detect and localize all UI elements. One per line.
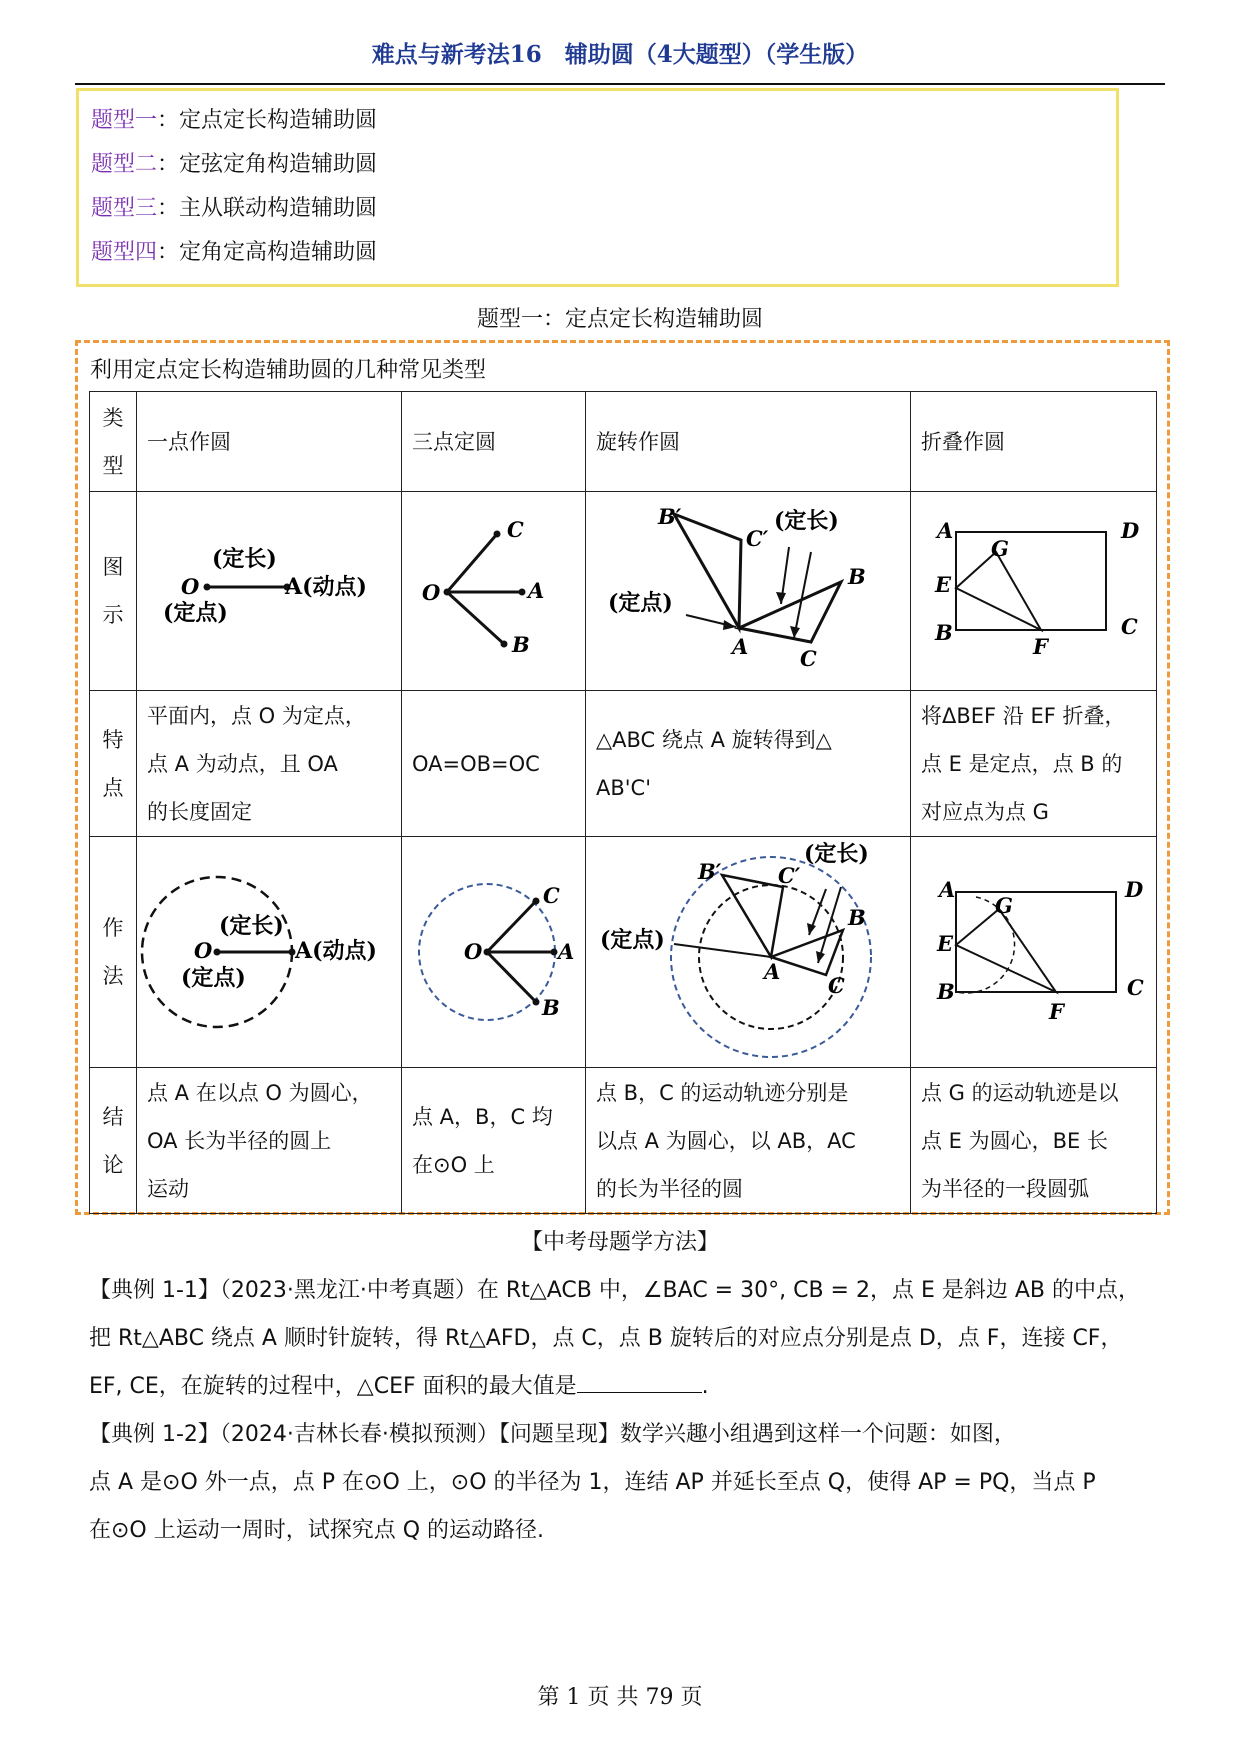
method-figure-rotation: [586, 837, 911, 1068]
svg-text:A: A: [939, 877, 956, 902]
svg-text:C: C: [1121, 614, 1138, 639]
row-head-conclusion: 结论: [90, 1068, 137, 1214]
toc-key: 题型二: [91, 152, 158, 177]
svg-text:(定长): (定长): [219, 913, 284, 939]
row-head-method: 作法: [90, 837, 137, 1068]
svg-text:C′: C′: [746, 526, 769, 551]
table-row: [90, 1068, 1157, 1214]
page-title: 难点与新考法16 辅助圆（4大题型）（学生版）: [371, 41, 869, 68]
toc-text: 定弦定角构造辅助圆: [179, 152, 378, 177]
example-line: 在⊙O 上运动一周时，试探究点 Q 的运动路径.: [89, 1518, 545, 1543]
example-line: 【典例 1-1】（2023·黑龙江·中考真题）在 Rt△ACB 中，∠BAC = 30°, CB = 2，点 E 是斜边 AB 的中点，: [89, 1278, 1140, 1303]
svg-text:B: B: [848, 905, 866, 930]
method-figure-three-points: [402, 837, 586, 1068]
row-head-feature: 特点: [90, 691, 137, 837]
label-fixed-length: (定长): [212, 546, 277, 572]
method-title: 【中考母题学方法】: [520, 1230, 719, 1255]
svg-text:(定长): (定长): [774, 508, 839, 534]
svg-text:(定点): (定点): [181, 965, 246, 991]
svg-text:C: C: [543, 883, 560, 908]
toc-item-4: [91, 235, 377, 266]
figure-rotation: [586, 492, 911, 691]
svg-text:(定长): (定长): [804, 841, 869, 867]
svg-text:A: A: [528, 578, 545, 603]
toc-sep: ：: [157, 196, 180, 221]
table-row: [90, 837, 1157, 1068]
svg-text:C: C: [828, 973, 845, 998]
feature-cell: 平面内，点 O 为定点， 点 A 为动点，且 OA 的长度固定: [137, 691, 402, 837]
example-1-2: [89, 1411, 1169, 1555]
svg-text:B: B: [512, 632, 530, 657]
svg-text:G: G: [991, 536, 1009, 561]
svg-text:D: D: [1125, 877, 1144, 902]
svg-text:E: E: [937, 931, 954, 956]
svg-text:O: O: [464, 939, 483, 964]
figure-three-points: [402, 492, 586, 691]
toc-text: 定点定长构造辅助圆: [179, 108, 378, 133]
svg-text:B′: B′: [658, 504, 682, 529]
svg-text:F: F: [1033, 634, 1048, 659]
svg-text:A: A: [558, 939, 575, 964]
toc-text: 主从联动构造辅助圆: [179, 196, 378, 221]
row-head-figure: 图示: [90, 492, 137, 691]
toc-item-2: [91, 147, 377, 178]
question-type-list: [76, 88, 1119, 287]
header-rule: [75, 83, 1165, 85]
construction-types-table: [89, 391, 1157, 1214]
table-row: [90, 691, 1157, 837]
type-cell: 旋转作圆: [586, 392, 911, 492]
svg-text:C: C: [507, 517, 524, 542]
toc-sep: ：: [157, 152, 180, 177]
svg-text:G: G: [995, 893, 1013, 918]
toc-text: 定角定高构造辅助圆: [179, 240, 378, 265]
svg-text:C′: C′: [778, 863, 801, 888]
figure-one-point: [137, 492, 402, 691]
svg-text:A(动点): A(动点): [295, 938, 377, 964]
toc-sep: ：: [157, 240, 180, 265]
label-fixed-point: (定点): [163, 600, 228, 626]
svg-text:B: B: [542, 995, 560, 1020]
section-title: 题型一：定点定长构造辅助圆: [476, 307, 763, 332]
feature-cell: OA=OB=OC: [402, 691, 586, 837]
svg-text:A: A: [732, 634, 749, 659]
table-row: [90, 492, 1157, 691]
type-cell: 三点定圆: [402, 392, 586, 492]
method-figure-folding: [911, 837, 1157, 1068]
figure-folding: [911, 492, 1157, 691]
toc-key: 题型一: [91, 108, 158, 133]
table-row: [90, 392, 1157, 492]
svg-text:O: O: [194, 938, 213, 963]
feature-cell: 将ΔBEF 沿 EF 折叠， 点 E 是定点，点 B 的 对应点为点 G: [911, 691, 1157, 837]
toc-item-3: [91, 191, 377, 222]
example-line: 点 A 是⊙O 外一点，点 P 在⊙O 上，⊙O 的半径为 1，连结 AP 并延长至点 Q，使得 AP = PQ，当点 P: [89, 1470, 1096, 1495]
answer-blank[interactable]: [577, 1370, 702, 1393]
example-line: EF, CE，在旋转的过程中，△CEF 面积的最大值是 .: [89, 1363, 1169, 1411]
svg-text:(定点): (定点): [600, 927, 665, 953]
type-cell: 折叠作圆: [911, 392, 1157, 492]
conclusion-cell: 点 B，C 的运动轨迹分别是 以点 A 为圆心，以 AB，AC 的长为半径的圆: [586, 1068, 911, 1214]
table-caption: 利用定点定长构造辅助圆的几种常见类型: [90, 358, 487, 383]
svg-text:(定点): (定点): [608, 590, 673, 616]
example-line: 把 Rt△ABC 绕点 A 顺时针旋转，得 Rt△AFD，点 C，点 B 旋转后的对应点分别是点 D，点 F，连接 CF，: [89, 1326, 1123, 1351]
svg-text:B′: B′: [698, 859, 722, 884]
feature-cell: △ABC 绕点 A 旋转得到△ AB'C': [586, 691, 911, 837]
svg-text:B: B: [937, 979, 955, 1004]
svg-text:F: F: [1049, 999, 1064, 1024]
toc-key: 题型三: [91, 196, 158, 221]
example-1-1: [89, 1267, 1169, 1411]
toc-sep: ：: [157, 108, 180, 133]
conclusion-cell: 点 A 在以点 O 为圆心， OA 长为半径的圆上 运动: [137, 1068, 402, 1214]
svg-text:E: E: [935, 572, 952, 597]
svg-text:C: C: [800, 646, 817, 671]
svg-text:B: B: [848, 564, 866, 589]
svg-text:A: A: [764, 959, 781, 984]
label-moving-point: A(动点): [285, 574, 367, 600]
svg-text:O: O: [422, 580, 441, 605]
conclusion-cell: 点 G 的运动轨迹是以 点 E 为圆心，BE 长 为半径的一段圆弧: [911, 1068, 1157, 1214]
type-cell: 一点作圆: [137, 392, 402, 492]
toc-key: 题型四: [91, 240, 158, 265]
conclusion-cell: 点 A，B，C 均 在⊙O 上: [402, 1068, 586, 1214]
row-head-type: 类型: [90, 392, 137, 492]
method-figure-one-point: [137, 837, 402, 1068]
svg-text:C: C: [1127, 975, 1144, 1000]
svg-text:D: D: [1121, 518, 1140, 543]
label-O: O: [181, 574, 200, 599]
svg-text:A: A: [937, 518, 954, 543]
example-line: 【典例 1-2】（2024·吉林长春·模拟预测）【问题呈现】数学兴趣小组遇到这样一个问题：如图，: [89, 1422, 1016, 1447]
page-footer: 第 1 页 共 79 页: [537, 1685, 703, 1710]
toc-item-1: [91, 103, 377, 134]
svg-text:B: B: [935, 620, 953, 645]
